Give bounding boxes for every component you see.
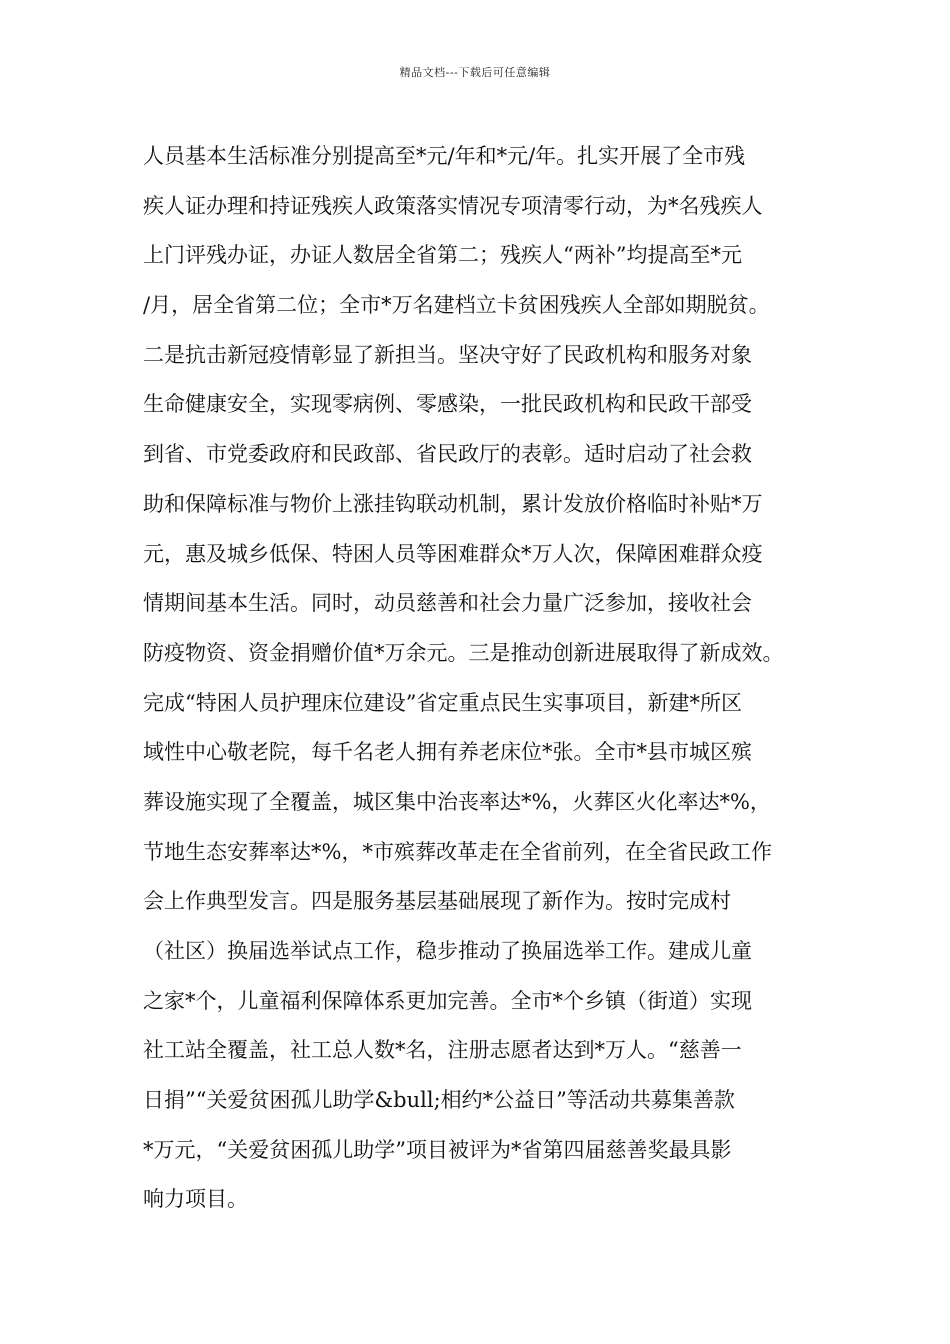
text-line: 二是抗击新冠疫情彰显了新担当。坚决守好了民政机构和服务对象 [143, 342, 752, 367]
page-header: 精品文档---下载后可任意编辑 [399, 66, 551, 79]
text-line: 会上作典型发言。四是服务基层基础展现了新作为。按时完成村 [143, 889, 731, 914]
text-line: 防疫物资、资金捐赠价值*万余元。三是推动创新进展取得了新成效。 [143, 640, 784, 665]
text-line: 上门评残办证，办证人数居全省第二；残疾人“两补”均提高至*元 [143, 243, 742, 268]
text-line: /月，居全省第二位；全市*万名建档立卡贫困残疾人全部如期脱贫。 [143, 293, 770, 318]
text-line: 助和保障标准与物价上涨挂钩联动机制，累计发放价格临时补贴*万 [143, 491, 763, 516]
text-line: 人员基本生活标准分别提高至*元/年和*元/年。扎实开展了全市残 [143, 144, 746, 168]
text-line: 生命健康安全，实现零病例、零感染，一批民政机构和民政干部受 [143, 392, 752, 417]
text-line: 日捐”“关爱贫困孤儿助学&bull;相约*公益日”等活动共募集善款 [143, 1088, 735, 1113]
text-line: 葬设施实现了全覆盖，城区集中治丧率达*%，火葬区火化率达*%， [143, 789, 771, 814]
text-line: 到省、市党委政府和民政部、省民政厅的表彰。适时启动了社会救 [143, 442, 752, 467]
text-line: 域性中心敬老院，每千名老人拥有养老床位*张。全市*县市城区殡 [143, 740, 752, 765]
text-line: *万元，“关爱贫困孤儿助学”项目被评为*省第四届慈善奖最具影 [143, 1137, 732, 1162]
text-line: （社区）换届选举试点工作，稳步推动了换届选举工作。建成儿童 [143, 939, 752, 963]
text-line: 情期间基本生活。同时，动员慈善和社会力量广泛参加，接收社会 [143, 591, 752, 616]
text-line: 元，惠及城乡低保、特困人员等困难群众*万人次，保障困难群众疫 [143, 541, 763, 566]
text-line: 完成“特困人员护理床位建设”省定重点民生实事项目，新建*所区 [143, 690, 742, 715]
body-text [143, 132, 843, 1225]
text-line: 社工站全覆盖，社工总人数*名，注册志愿者达到*万人。“慈善一 [143, 1038, 742, 1063]
text-line: 疾人证办理和持证残疾人政策落实情况专项清零行动，为*名残疾人 [143, 193, 763, 218]
text-line: 节地生态安葬率达*%，*市殡葬改革走在全省前列，在全省民政工作 [143, 839, 772, 864]
text-line: 响力项目。 [143, 1187, 248, 1212]
text-line: 之家*个，儿童福利保障体系更加完善。全市*个乡镇（街道）实现 [143, 988, 752, 1013]
